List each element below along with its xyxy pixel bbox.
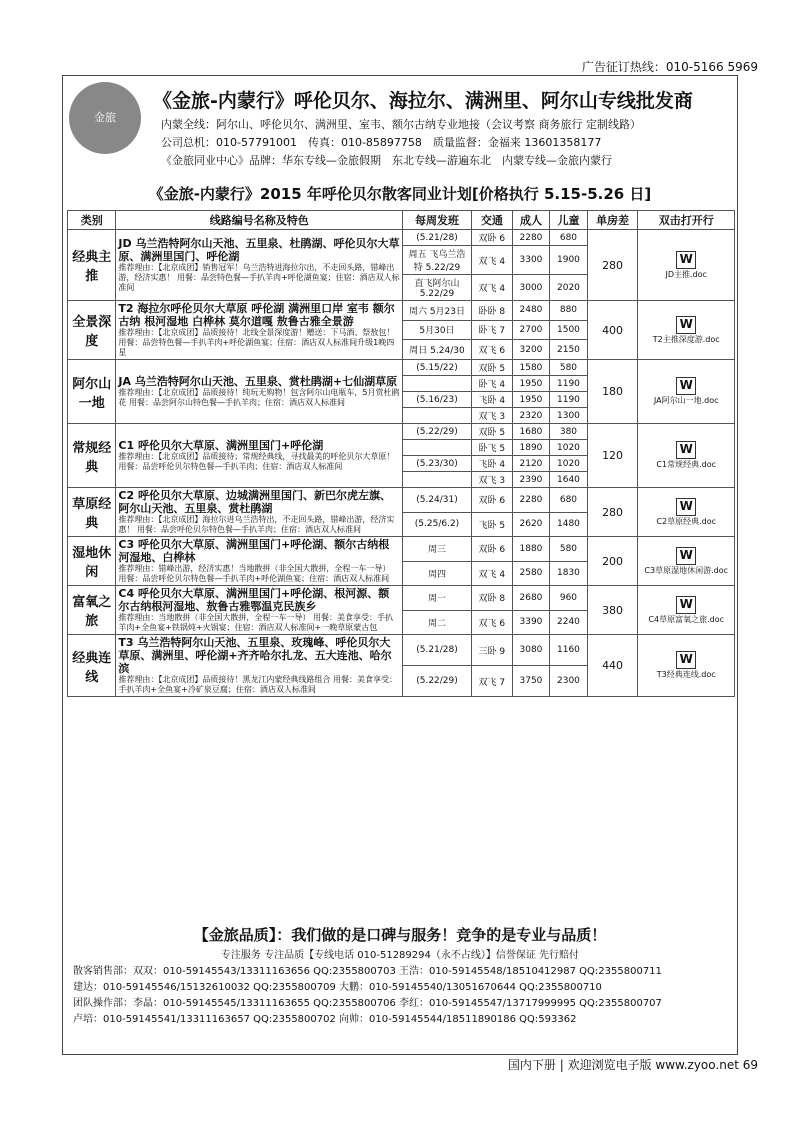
departure-cell: 周二	[403, 610, 472, 635]
transport-cell: 双飞 7	[471, 666, 512, 697]
doc-filename: T2主推深度游.doc	[652, 334, 720, 344]
col-header: 双击打开行	[638, 211, 735, 230]
departure-cell: 周四	[403, 561, 472, 586]
departure-cell: (5.22/29)	[403, 666, 472, 697]
category-cell: 常规经典	[68, 424, 116, 488]
doc-filename: C3草原湿地休闲游.doc	[644, 565, 728, 575]
adult-price: 1890	[512, 440, 550, 456]
route-cell	[116, 424, 403, 488]
ad-hotline: 广告征订热线：010-5166 5969	[581, 60, 758, 74]
route-desc: 推荐理由：【北京成团】品质接待！纯玩无购物！包含阿尔山电瓶车，5月赏杜鹃花 用餐：品尝阿尔山特色餐—手扒羊肉；住宿：酒店双人标准间	[118, 388, 400, 407]
table-row	[68, 301, 735, 321]
departure-cell: 直飞阿尔山 5.22/29	[403, 275, 472, 301]
transport-cell: 双卧 8	[471, 586, 512, 611]
adult-price: 2580	[512, 561, 550, 586]
adult-price: 3200	[512, 340, 550, 360]
departure-cell: (5.21/28)	[403, 230, 472, 246]
category-cell: 经典连线	[68, 635, 116, 697]
category-cell: 阿尔山一地	[68, 360, 116, 424]
word-doc-icon[interactable]: W	[676, 651, 696, 669]
single-supplement: 180	[587, 360, 638, 424]
service-line: 专注服务 专注品质【专线电话 010-51289294（永不占线）】信誉保证 先行赔付	[220, 950, 580, 961]
page-footer: 国内下册 | 欢迎浏览电子版 www.zyoo.net 69	[507, 1058, 758, 1072]
transport-cell: 卧卧 8	[471, 301, 512, 321]
category-cell: 经典主推	[68, 230, 116, 301]
departure-cell: 周三	[403, 537, 472, 562]
doc-link[interactable]	[638, 424, 735, 488]
transport-cell: 双飞 6	[471, 340, 512, 360]
company-title: 《金旅-内蒙行》呼伦贝尔、海拉尔、满洲里、阿尔山专线批发商	[153, 90, 693, 112]
word-doc-icon[interactable]: W	[676, 377, 696, 395]
transport-cell: 双飞 6	[471, 610, 512, 635]
child-price: 680	[550, 488, 588, 513]
adult-price: 2480	[512, 301, 550, 321]
child-price: 1190	[550, 376, 588, 392]
transport-cell: 双飞 3	[471, 472, 512, 488]
child-price: 1300	[550, 408, 588, 424]
transport-cell: 双飞 3	[471, 408, 512, 424]
single-supplement: 120	[587, 424, 638, 488]
route-name: JD 乌兰浩特阿尔山天池、五里泉、杜鹃湖、呼伦贝尔大草原、满洲里国门、呼伦湖	[118, 237, 400, 263]
adult-price: 2320	[512, 408, 550, 424]
transport-cell: 双飞 4	[471, 561, 512, 586]
transport-cell: 双卧 5	[471, 360, 512, 376]
adult-price: 3300	[512, 246, 550, 275]
quality-slogan: 【金旅品质】：我们做的是口碑与服务！竞争的是专业与品质！	[193, 926, 607, 944]
child-price: 380	[550, 424, 588, 440]
page-frame	[62, 75, 738, 1055]
col-header: 每周发班	[403, 211, 472, 230]
route-name: C3 呼伦贝尔大草原、满洲里国门+呼伦湖、额尔古纳根河湿地、白桦林	[118, 538, 390, 564]
category-cell: 富氧之旅	[68, 586, 116, 635]
route-cell	[116, 230, 403, 301]
doc-link[interactable]	[638, 488, 735, 537]
adult-price: 3750	[512, 666, 550, 697]
table-row	[68, 537, 735, 562]
header-line-3: 《金旅同业中心》品牌：华东专线—金旅假期 东北专线—游遍东北 内蒙专线—金旅内蒙行	[161, 154, 612, 167]
table-row	[68, 586, 735, 611]
departure-cell: 周六 5月23日	[403, 301, 472, 321]
departure-cell	[403, 472, 472, 488]
table-row	[68, 230, 735, 246]
child-price: 1830	[550, 561, 588, 586]
child-price: 960	[550, 586, 588, 611]
adult-price: 2280	[512, 230, 550, 246]
child-price: 1160	[550, 635, 588, 666]
departure-cell	[403, 440, 472, 456]
departure-cell: 周五 飞乌兰浩特 5.22/29	[403, 246, 472, 275]
transport-cell: 飞卧 4	[471, 392, 512, 408]
header-line-1: 内蒙全线：阿尔山、呼伦贝尔、满洲里、室韦、额尔古纳专业地接（会议考察 商务旅行 定制线路）	[161, 118, 641, 131]
table-row	[68, 488, 735, 513]
col-header: 线路编号名称及特色	[116, 211, 403, 230]
transport-cell: 飞卧 4	[471, 456, 512, 472]
route-desc: 推荐理由：【北京成团】海拉尔进乌兰浩特出，不走回头路，错峰出游，经济实惠！ 用餐：品尝呼伦贝尔特色餐—手扒羊肉；住宿：酒店双人标准间	[118, 515, 395, 534]
header-line-2: 公司总机：010-57791001 传真：010-85897758 质量监督：金福来 13601358177	[161, 136, 602, 149]
doc-link[interactable]	[638, 230, 735, 301]
transport-cell: 双飞 4	[471, 246, 512, 275]
adult-price: 1950	[512, 392, 550, 408]
departure-cell: (5.24/31)	[403, 488, 472, 513]
col-header: 儿童	[550, 211, 588, 230]
route-name: C2 呼伦贝尔大草原、边城满洲里国门、新巴尔虎左旗、阿尔山天池、五里泉、赏杜鹃湖	[118, 489, 391, 515]
single-supplement: 440	[587, 635, 638, 697]
route-desc: 推荐理由：错峰出游，经济实惠！当地散拼（非全国大散拼，全程一车一导） 用餐：品尝呼伦贝尔特色餐—手扒羊肉+呼伦湖鱼宴；住宿：酒店双人标准间	[118, 564, 391, 583]
departure-cell	[403, 408, 472, 424]
adult-price: 2280	[512, 488, 550, 513]
child-price: 2020	[550, 275, 588, 301]
route-name: T2 海拉尔呼伦贝尔大草原 呼伦湖 满洲里口岸 室韦 额尔古纳 根河湿地 白桦林 莫尔道嘎 敖鲁古雅全景游	[118, 302, 395, 328]
adult-price: 2620	[512, 512, 550, 537]
doc-filename: T3经典连线.doc	[656, 670, 716, 679]
departure-cell: (5.15/22)	[403, 360, 472, 376]
departure-cell: 周一	[403, 586, 472, 611]
departure-cell: (5.23/30)	[403, 456, 472, 472]
child-price: 1900	[550, 246, 588, 275]
route-name: JA 乌兰浩特阿尔山天池、五里泉、赏杜鹃湖+七仙湖草原	[118, 375, 398, 388]
adult-price: 2120	[512, 456, 550, 472]
child-price: 1480	[550, 512, 588, 537]
route-name: T3 乌兰浩特阿尔山天池、五里泉、玫瑰峰、呼伦贝尔大草原、满洲里、呼伦湖+齐齐哈尔扎龙、五大连池、哈尔滨	[118, 636, 392, 675]
route-desc: 推荐理由：【北京成团】销售冠军！乌兰浩特进海拉尔出，不走回头路，错峰出游，经济实惠！ 用餐：品尝特色餐—手扒羊肉+呼伦湖鱼宴；住宿：酒店双人标准间	[118, 263, 400, 292]
transport-cell: 卧飞 5	[471, 440, 512, 456]
col-header: 类别	[68, 211, 116, 230]
route-name: C1 呼伦贝尔大草原、满洲里国门+呼伦湖	[118, 439, 324, 452]
route-desc: 推荐理由：【北京成团】品质接待！北线全景深度游！赠送：下马酒、祭敖包！ 用餐：品尝特色餐—手扒羊肉+呼伦湖鱼宴；住宿：酒店双人标准间升级1晚四星	[118, 328, 395, 357]
word-doc-icon[interactable]: W	[676, 441, 696, 459]
col-header: 单房差	[587, 211, 638, 230]
adult-price: 2390	[512, 472, 550, 488]
doc-filename: C1常规经典.doc	[656, 460, 716, 469]
route-cell	[116, 488, 403, 537]
adult-price: 1880	[512, 537, 550, 562]
child-price: 580	[550, 537, 588, 562]
transport-cell: 三卧 9	[471, 635, 512, 666]
doc-filename: C2草原经典.doc	[656, 516, 716, 526]
word-doc-icon[interactable]: W	[676, 498, 696, 516]
word-doc-icon[interactable]: W	[676, 547, 696, 565]
single-supplement: 400	[587, 301, 638, 360]
doc-filename: C4草原富氧之旅.doc	[648, 614, 724, 624]
doc-filename: JD主推.doc	[665, 269, 707, 279]
route-desc: 推荐理由：【北京成团】品质接待！黑龙江内蒙经典线路组合 用餐：美食享受：手扒羊肉+全鱼宴+冷矿泉豆腐；住宿：酒店双人标准间	[118, 675, 397, 694]
transport-cell: 双卧 6	[471, 537, 512, 562]
child-price: 2300	[550, 666, 588, 697]
word-doc-icon[interactable]: W	[676, 316, 696, 334]
contacts	[73, 964, 662, 1028]
table-row	[68, 424, 735, 440]
child-price: 2150	[550, 340, 588, 360]
departure-cell	[403, 376, 472, 392]
adult-price: 1580	[512, 360, 550, 376]
adult-price: 1680	[512, 424, 550, 440]
doc-link[interactable]	[638, 360, 735, 424]
doc-link[interactable]	[638, 301, 735, 360]
tour-table	[67, 210, 735, 697]
route-cell	[116, 360, 403, 424]
contact-line: 建达：010-59145546/15132610032 QQ:2355800709 大鹏：010-59145540/13051670644 QQ:2355800710	[73, 982, 602, 993]
transport-cell: 双卧 5	[471, 424, 512, 440]
route-cell	[116, 537, 403, 586]
col-header: 交通	[471, 211, 512, 230]
route-cell	[116, 586, 403, 635]
transport-cell: 飞卧 5	[471, 512, 512, 537]
route-desc: 推荐理由：当地散拼（非全国大散拼，全程一车一导） 用餐：美食享受：手扒羊肉+全鱼宴+铁锅炖+火锅宴；住宿：酒店双人标准间+一晚草原蒙古包	[118, 613, 393, 632]
word-doc-icon[interactable]: W	[676, 596, 696, 614]
child-price: 680	[550, 230, 588, 246]
departure-cell: (5.25/6.2)	[403, 512, 472, 537]
adult-price: 3000	[512, 275, 550, 301]
category-cell: 草原经典	[68, 488, 116, 537]
contact-line: 卢培：010-59145541/13311163657 QQ:2355800702 向帅：010-59145544/18511890186 QQ:593362	[73, 1014, 577, 1025]
child-price: 1500	[550, 320, 588, 340]
departure-cell: (5.16/23)	[403, 392, 472, 408]
child-price: 580	[550, 360, 588, 376]
doc-link[interactable]	[638, 537, 735, 586]
child-price: 1640	[550, 472, 588, 488]
child-price: 1020	[550, 440, 588, 456]
transport-cell: 双卧 6	[471, 488, 512, 513]
child-price: 880	[550, 301, 588, 321]
single-supplement: 280	[587, 230, 638, 301]
child-price: 1020	[550, 456, 588, 472]
category-cell: 湿地休闲	[68, 537, 116, 586]
contact-line: 团队操作部：李晶：010-59145545/13311163655 QQ:2355800706 李红：010-59145547/13717999995 QQ:2355800707	[73, 998, 662, 1009]
transport-cell: 卧飞 4	[471, 376, 512, 392]
child-price: 2240	[550, 610, 588, 635]
single-supplement: 280	[587, 488, 638, 537]
departure-cell: (5.22/29)	[403, 424, 472, 440]
child-price: 1190	[550, 392, 588, 408]
departure-cell: 5月30日	[403, 320, 472, 340]
adult-price: 1950	[512, 376, 550, 392]
adult-price: 2700	[512, 320, 550, 340]
departure-cell: (5.21/28)	[403, 635, 472, 666]
doc-filename: JA阿尔山一地.doc	[653, 396, 719, 405]
col-header: 成人	[512, 211, 550, 230]
doc-link[interactable]	[638, 586, 735, 635]
plan-title: 《金旅-内蒙行》2015 年呼伦贝尔散客同业计划[价格执行 5.15-5.26 日]	[148, 185, 652, 203]
adult-price: 3390	[512, 610, 550, 635]
route-name: C4 呼伦贝尔大草原、满洲里国门+呼伦湖、根河源、额尔古纳根河湿地、敖鲁古雅鄂温克民族乡	[118, 587, 390, 613]
route-cell	[116, 301, 403, 360]
category-cell: 全景深度	[68, 301, 116, 360]
transport-cell: 双卧 6	[471, 230, 512, 246]
route-desc: 推荐理由：【北京成团】品质接待；常规经典线，寻找最美的呼伦贝尔大草原！ 用餐：品尝呼伦贝尔特色餐—手扒羊肉；住宿：酒店双人标准间	[118, 452, 395, 471]
transport-cell: 双飞 4	[471, 275, 512, 301]
transport-cell: 卧飞 7	[471, 320, 512, 340]
route-cell	[116, 635, 403, 697]
contact-line: 散客销售部：双双：010-59145543/13311163656 QQ:2355800703 王浩：010-59145548/18510412987 QQ:2355800711	[73, 966, 662, 977]
departure-cell: 周日 5.24/30	[403, 340, 472, 360]
table-row	[68, 360, 735, 376]
adult-price: 3080	[512, 635, 550, 666]
single-supplement: 200	[587, 537, 638, 586]
doc-link[interactable]	[638, 635, 735, 697]
adult-price: 2680	[512, 586, 550, 611]
single-supplement: 380	[587, 586, 638, 635]
table-row	[68, 635, 735, 666]
company-logo: 金旅	[69, 82, 141, 154]
word-doc-icon[interactable]: W	[676, 251, 696, 269]
